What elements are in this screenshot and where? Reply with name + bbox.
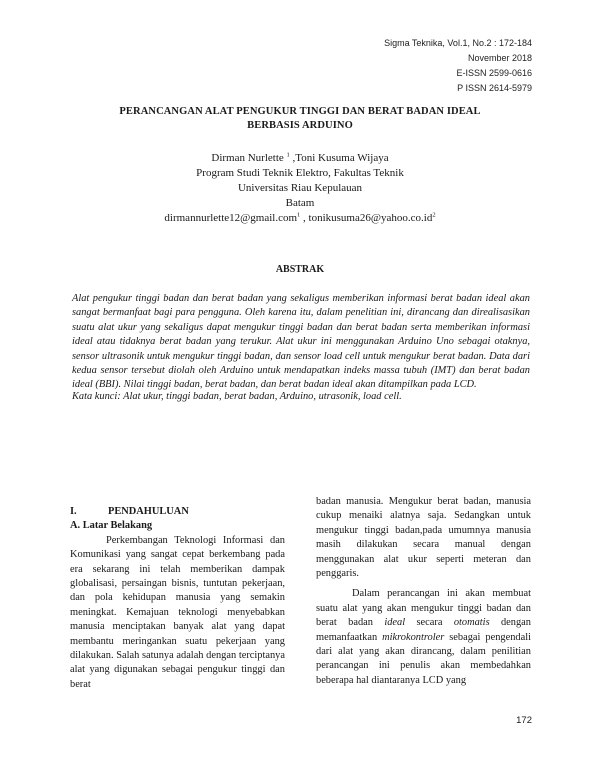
keywords: Kata kunci: Alat ukur, tinggi badan, berat badan, Arduino, utrasonik, load cell.: [72, 391, 402, 402]
left-column: [70, 505, 285, 692]
title-line-1: PERANCANGAN ALAT PENGUKUR TINGGI DAN BERAT BADAN IDEAL: [119, 106, 481, 117]
intro-paragraph-1-continued: badan manusia. Mengukur berat badan, manusia cukup menaiki alatnya saja. Sedangkan untuk mengukur tinggi badan,pada umumnya manusia masih dilakukan secara manual dengan menggunakan alat ukur seperti meteran dan penggaris.: [316, 496, 531, 580]
intro-paragraph-1: Perkembangan Teknologi Informasi dan Komunikasi yang sangat cepat berkembang pada era sekarang ini telah memberikan dampak globalisasi, persaingan bisnis, tuntutan pekerjaan, dan pola kehidupan manusia yang semakin meningkat. Kemajuan teknologi menyebabkan manusia menciptakan banyak alat yang dapat membantu meringankan suatu pekerjaan yang dilakukan. Salah satunya adalah dengan terciptanya alat yang digunakan sebagai pengukur tinggi dan berat: [70, 534, 285, 690]
author-emails: [70, 211, 530, 226]
section-number: I.: [70, 506, 77, 517]
email-1-sup: 1: [297, 211, 301, 219]
journal-date: November 2018: [467, 53, 532, 63]
subsection-heading: A. Latar Belakang: [70, 520, 153, 532]
author-1: Dirman Nurlette: [211, 152, 284, 164]
email-1: dirmannurlette12@gmail.com: [164, 212, 298, 224]
email-2: , tonikusuma26@yahoo.co.id: [300, 212, 433, 224]
title-line-2: BERBASIS ARDUINO: [247, 120, 353, 131]
journal-eissn: E-ISSN 2599-0616: [456, 68, 532, 78]
para2-otomatis: otomatis: [453, 617, 490, 629]
author-2: ,Toni Kusuma Wijaya: [289, 152, 389, 164]
para2-mikrokontroler: mikrokontroler: [382, 631, 445, 643]
para2-ideal: ideal: [384, 617, 406, 629]
page-number: 172: [516, 715, 532, 726]
author-block: [70, 151, 530, 226]
section-title: PENDAHULUAN: [108, 506, 189, 517]
journal-info: [384, 36, 532, 96]
para2-part-b: secara: [405, 617, 454, 629]
paper-title: [70, 105, 530, 133]
para2-part-a: Dalam perancangan ini akan membuat suatu alat yang akan mengukur tinggi badan dan berat badan: [316, 588, 531, 629]
author-university: Universitas Riau Kepulauan: [237, 182, 363, 194]
intro-paragraph-2: [316, 587, 531, 688]
journal-pissn: P ISSN 2614-5979: [457, 83, 532, 93]
author-city: Batam: [285, 197, 315, 209]
author-1-affil: 1: [286, 151, 290, 159]
para2-part-d: sebagai pengendali dari alat yang akan dirancang, dalam penilitian perancangan ini penulis akan membedahkan beberapa hal diantaranya LCD yang: [316, 631, 531, 686]
abstract-heading: ABSTRAK: [275, 264, 325, 275]
para2-part-c: dengan memanfaatkan: [316, 617, 531, 643]
journal-volume: Sigma Teknika, Vol.1, No.2 : 172-184: [384, 38, 532, 48]
author-program: Program Studi Teknik Elektro, Fakultas Teknik: [196, 167, 404, 179]
abstract-body: Alat pengukur tinggi badan dan berat badan yang sekaligus memberikan informasi berat badan ideal akan sangat bermanfaat bagi para pengguna. Oleh karena itu, dalam penelitian ini, dirancang dan direalisasikan suatu alat ukur yang sekaligus dapat mengukur tinggi badan dan berat badan serta memberikan informasi ideal atau tidaknya berat badan yang terukur. Alat ukur ini menggunakan Arduino Uno sebagai otaknya, sensor ultrasonik untuk mengukur tinggi badan, dan sensor load cell untuk mengukur berat badan. Data dari kedua sensor tersebut diolah oleh Arduino untuk mendapatkan indeks massa tubuh (IMT) dan berat badan ideal (BBI). Nilai tinggi badan, berat badan, dan berat badan ideal akan ditampilkan pada LCD.: [72, 293, 530, 391]
author-names: [70, 151, 530, 166]
email-2-sup: 2: [432, 211, 436, 219]
section-heading: [70, 505, 285, 519]
right-column: [316, 495, 531, 688]
